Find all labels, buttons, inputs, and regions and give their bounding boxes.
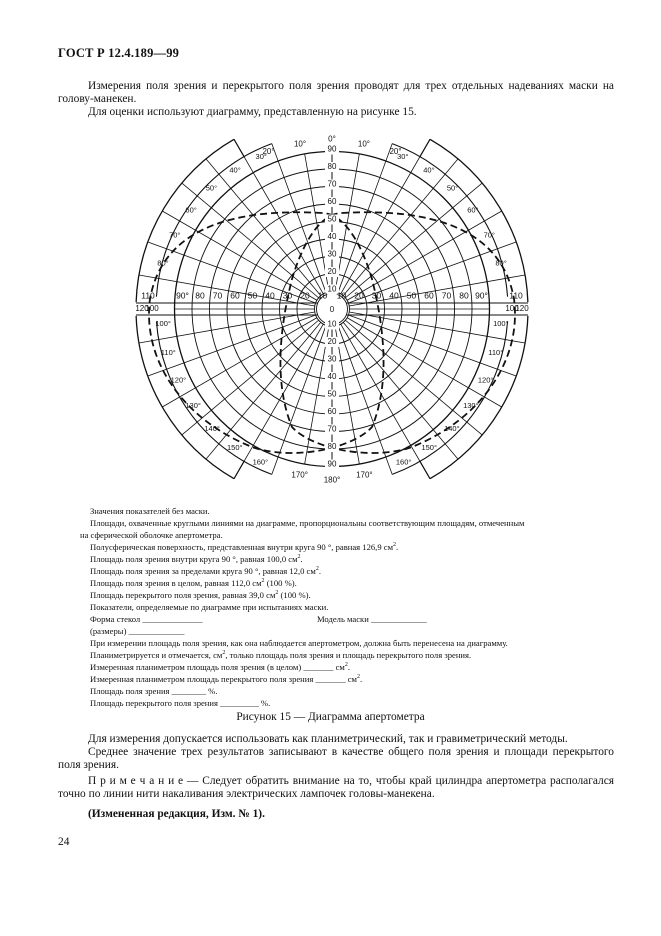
inner-label-left: 100 xyxy=(145,304,159,314)
axis-label-top-60: 60 xyxy=(327,197,337,207)
inner-label-right: 100 xyxy=(505,304,519,314)
edited-note: (Измененная редакция, Изм. № 1). xyxy=(88,808,265,820)
upper-angle-left-50°: 50° xyxy=(205,183,218,193)
horizontal-label-left-8: 20 xyxy=(300,290,310,301)
bottom-label-180: 180° xyxy=(323,475,341,485)
intro-paragraph-2: Для оценки используют диаграмму, представленную на рисунке 15. xyxy=(88,106,417,118)
axis-label-bottom-10: 10 xyxy=(327,319,337,329)
radial-140 xyxy=(343,322,458,459)
arc-100-lower-right xyxy=(392,318,509,474)
note-area-total: Площадь поля зрения в целом, равная 112,0 $см^2$ (100 %). xyxy=(90,578,297,588)
horizontal-label-right-9: 110 xyxy=(509,290,523,301)
bottom-label-170-left: 170° xyxy=(291,470,308,480)
horizontal-label-right-2: 30 xyxy=(371,290,382,301)
lower-angle-left-140°: 140° xyxy=(204,423,220,433)
horizontal-label-left-1: 90° xyxy=(176,290,189,301)
top-label-10-right: 10° xyxy=(357,139,371,149)
horizontal-label-right-8: 90° xyxy=(475,290,488,301)
note-line-2: Площади, охваченные круглыми линиями на диаграмме, пропорциональны соответствующим площадям, отмеченным xyxy=(90,518,525,528)
arc-120-lower-left xyxy=(136,316,234,479)
wing-edge-210 xyxy=(234,461,244,478)
top-label-0: 0° xyxy=(328,134,336,144)
note-indicators: Показатели, определяемые по диаграмме при испытаниях маски. xyxy=(90,602,329,612)
horizontal-label-right-5: 60 xyxy=(424,290,434,301)
note-area-inside: Площадь поля зрения внутри круга 90 °, равная 100,0 $см^2$. xyxy=(90,554,303,564)
arc-120-upper-right xyxy=(430,139,528,302)
note-area-outside: Площадь поля зрения за пределами круга 90 °, равная 12,0 $см^2$. xyxy=(90,566,321,576)
axis-label-bottom-20: 20 xyxy=(327,337,337,347)
wing-edge-330 xyxy=(234,139,244,156)
lower-angle-right-120°: 120° xyxy=(477,375,494,385)
horizontal-label-right-0: 10 xyxy=(336,290,347,301)
axis-label-bottom-50: 50 xyxy=(327,389,337,399)
outer-label-right: 120 xyxy=(515,304,529,314)
upper-angle-right-80°: 80° xyxy=(495,258,507,268)
upper-angle-right-30°: 30° xyxy=(397,152,409,162)
axis-label-center: 0 xyxy=(329,305,335,315)
note-transfer: При измерении площадь поля зрения, как она наблюдается апертометром, должна быть перенесена на диаграмму. xyxy=(90,638,508,648)
lower-angle-right-160°: 160° xyxy=(395,457,412,467)
lower-angle-left-150°: 150° xyxy=(227,442,243,452)
horizontal-label-right-6: 70 xyxy=(441,290,452,301)
intro-paragraph-1: Измерения поля зрения и перекрытого поля зрения проводят для трех отдельных надеваниях маски на голову-манекен. xyxy=(58,80,614,105)
axis-label-bottom-70: 70 xyxy=(327,424,337,434)
horizontal-label-left-5: 50 xyxy=(247,290,258,301)
upper-angle-right-60°: 60° xyxy=(467,205,479,215)
upper-angle-left-40°: 40° xyxy=(229,165,241,175)
axis-label-top-10: 10 xyxy=(327,284,337,294)
horizontal-label-left-4: 60 xyxy=(230,290,240,301)
radial-130 xyxy=(345,320,482,435)
arc-100-upper-left xyxy=(156,144,271,297)
axis-label-top-70: 70 xyxy=(327,179,337,189)
horizontal-label-left-0: 110 xyxy=(141,290,155,301)
bottom-label-170-right: 170° xyxy=(356,470,373,480)
axis-label-top-80: 80 xyxy=(327,162,337,172)
axis-label-bottom-30: 30 xyxy=(327,354,337,364)
axis-label-bottom-40: 40 xyxy=(327,372,337,382)
lower-angle-right-150°: 150° xyxy=(421,442,437,452)
note-line-3: на сферической оболочке апертометра. xyxy=(80,530,223,540)
horizontal-label-right-7: 80 xyxy=(459,290,469,301)
wing-edge-150 xyxy=(420,461,430,478)
arc-100-upper-right xyxy=(392,144,507,297)
note-measured-total: Измеренная планиметром площадь поля зрения (в целом) _______ $см^2$. xyxy=(90,662,351,672)
radial-230 xyxy=(182,320,319,435)
radial-40 xyxy=(343,159,458,296)
note-planimeter: Планиметрируется и отмечается, $см^2$, только площадь поля зрения и площадь перекрытого поля зрения. xyxy=(90,650,472,660)
lower-angle-right-140°: 140° xyxy=(444,423,460,433)
arc-120-lower-right xyxy=(430,316,528,479)
lower-angle-left-160°: 160° xyxy=(252,457,269,467)
lower-angle-left-110°: 110° xyxy=(160,347,176,357)
outer-label-left: 120 xyxy=(135,304,149,314)
note-overlap-area: Площадь перекрытого поля зрения, равная 39,0 $см^2$ (100 %). xyxy=(90,590,311,600)
arc-120-upper-left xyxy=(136,139,234,302)
note-glass-shape: Форма стекол ______________ xyxy=(90,614,203,624)
radial-320 xyxy=(206,159,321,296)
upper-angle-left-60°: 60° xyxy=(185,205,197,215)
upper-angle-left-80°: 80° xyxy=(157,258,169,268)
note-line-1: Значения показателей без маски. xyxy=(90,506,210,516)
lower-angle-right-130°: 130° xyxy=(463,401,479,411)
horizontal-label-right-3: 40 xyxy=(389,290,399,301)
arc-100-lower-left xyxy=(155,318,271,474)
note-hemisphere: Полусферическая поверхность, представленная внутри круга 90 °, равная 126,9 $см^2$. xyxy=(90,542,399,552)
horizontal-label-right-4: 50 xyxy=(406,290,417,301)
methods-paragraph: Для измерения допускается использовать как планиметрический, так и гравиметрический методы. xyxy=(88,733,568,745)
horizontal-label-left-2: 80 xyxy=(195,290,205,301)
axis-label-bottom-90: 90 xyxy=(327,459,337,469)
axis-label-top-40: 40 xyxy=(327,232,337,242)
lower-angle-left-130°: 130° xyxy=(185,401,201,411)
page-number: 24 xyxy=(58,836,70,848)
wing-edge-30 xyxy=(420,139,430,156)
top-label-10-left: 10° xyxy=(293,139,307,149)
lower-angle-left-120°: 120° xyxy=(170,375,187,385)
axis-label-top-20: 20 xyxy=(327,267,337,277)
upper-angle-right-50°: 50° xyxy=(446,183,459,193)
lower-angle-right-100°: 100° xyxy=(493,318,509,328)
note-paragraph: П р и м е ч а н и е — Следует обратить внимание на то, чтобы край цилиндра апертометра располагался точно по линии нити накаливания электрических лампочек головы-манекена. xyxy=(58,775,614,800)
note-mask-model: Модель маски _____________ xyxy=(317,614,427,624)
horizontal-label-left-9: 10 xyxy=(317,290,328,301)
upper-angle-right-70°: 70° xyxy=(483,230,495,240)
radial-220 xyxy=(206,322,321,459)
document-header: ГОСТ Р 12.4.189—99 xyxy=(58,46,180,60)
upper-angle-right-40°: 40° xyxy=(423,165,435,175)
axis-label-bottom-60: 60 xyxy=(327,407,337,417)
note-measured-overlap: Измеренная планиметром площадь перекрытого поля зрения _______ $см^2$. xyxy=(90,674,363,684)
figure-caption: Рисунок 15 — Диаграмма апертометра xyxy=(236,711,425,723)
horizontal-label-left-7: 30 xyxy=(282,290,293,301)
upper-angle-left-70°: 70° xyxy=(169,230,181,240)
horizontal-label-left-3: 70 xyxy=(212,290,223,301)
horizontal-label-left-6: 40 xyxy=(265,290,275,301)
top-label-20-right: 20° xyxy=(389,146,402,156)
apertometer-diagram xyxy=(107,123,557,503)
top-label-20-left: 20° xyxy=(262,146,275,156)
note-sizes: (размеры) _____________ xyxy=(90,626,185,636)
axis-label-top-50: 50 xyxy=(327,214,337,224)
average-paragraph: Среднее значение трех результатов записывают в качестве общего поля зрения и площади перекрытого поля зрения. xyxy=(58,746,614,771)
axis-label-top-30: 30 xyxy=(327,249,337,259)
axis-label-bottom-80: 80 xyxy=(327,442,337,452)
lower-angle-left-100°: 100° xyxy=(155,318,171,328)
lower-angle-right-110°: 110° xyxy=(488,347,504,357)
horizontal-label-right-1: 20 xyxy=(354,290,364,301)
note-field-percent: Площадь поля зрения ________ %. xyxy=(90,686,218,696)
upper-angle-left-30°: 30° xyxy=(255,152,267,162)
note-overlap-percent: Площадь перекрытого поля зрения _________ %. xyxy=(90,698,271,708)
axis-label-top-90: 90 xyxy=(327,144,337,154)
